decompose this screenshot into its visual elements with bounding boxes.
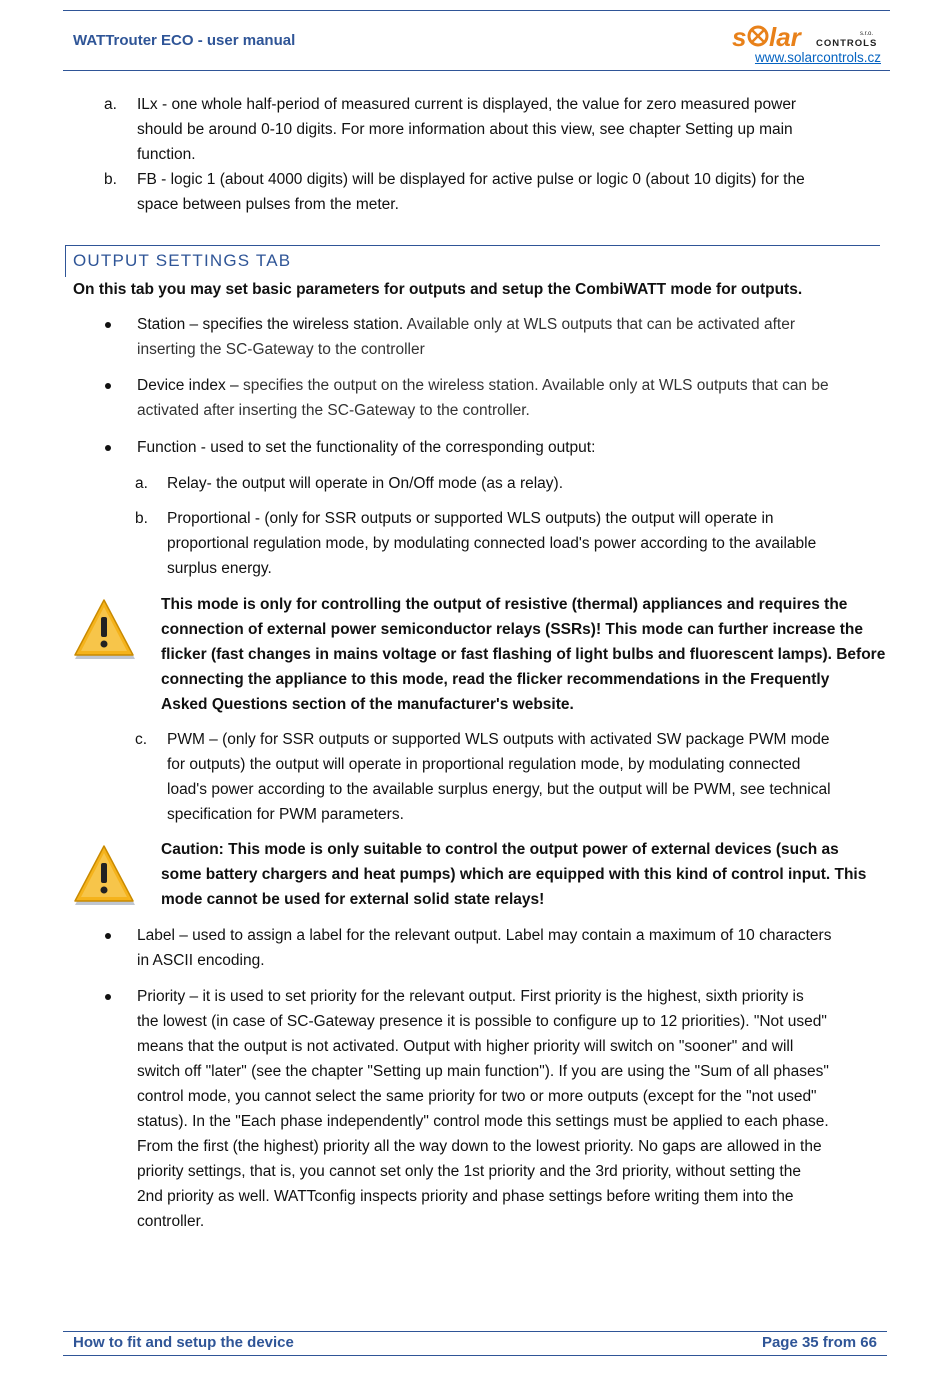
list-label: a. (135, 475, 148, 492)
function-proportional: Proportional - (only for SSR outputs or supported WLS outputs) the output will operate in proportional regulation mode, by modulating connected load's power according to the available surplus energy. (167, 510, 817, 577)
function-pwm: PWM – (only for SSR outputs or supported WLS outputs with activated SW package PWM mode for outputs) the output will operate in proportional regulation mode, by modulating connected load's power according to the available surplus energy, but the output will be PWM, see technical specification for PWM parameters. (167, 731, 831, 823)
section-lead: On this tab you may set basic parameters for outputs and setup the CombiWATT mode for outputs. (73, 281, 803, 298)
section-heading: OUTPUT SETTINGS TAB (73, 251, 292, 270)
list-item-text: ILx - one whole half-period of measured current is displayed, the value for zero measured power should be around 0-10 digits. For more information about this view, see chapter Setting up main function. (137, 96, 797, 163)
list-item-text: FB - logic 1 (about 4000 digits) will be displayed for active pulse or logic 0 (about 10 digits) for the space between pulses from the meter. (137, 171, 805, 213)
list-label: a. (104, 96, 117, 113)
logo-subtext: CONTROLS (816, 38, 878, 49)
document-title: WATTrouter ECO - user manual (73, 32, 296, 49)
bullet-icon (105, 994, 111, 1000)
svg-text:s: s (732, 22, 747, 50)
bullet-station: Station – specifies the wireless station. Available only at WLS outputs that can be activated after inserting the SC-Gateway to the controller (137, 316, 795, 358)
bullet-icon (105, 322, 111, 328)
bullet-device-index: Device index – specifies the output on the wireless station. Available only at WLS outputs that can be activated after inserting the SC-Gateway to the controller. (137, 377, 829, 419)
footer-rule-top (63, 1331, 887, 1332)
warning-text-proportional: This mode is only for controlling the output of resistive (thermal) appliances and requires the connection of external power semiconductor relays (SSRs)! This mode can further increase the flicker (fast changes in mains voltage or fast flashing of light bulbs and fluorescent lamps). Before connecting the appliance to this mode, read the flicker recommendations in the Frequently Asked Questions section of the manufacturer's website. (161, 596, 886, 713)
function-relay: Relay- the output will operate in On/Off mode (as a relay). (167, 475, 564, 492)
bullet-priority: Priority – it is used to set priority for the relevant output. First priority is the highest, sixth priority is the lowest (in case of SC-Gateway presence it is possible to configure up to 12 priorities). "Not used" means that the output is not activated. Output with higher priority will switch on "sooner" and will switch off "later" (see the chapter "Setting up main function"). If you are using the "Sum of all phases" control mode, you cannot select the same priority for two or more outputs (except for the "not used" status). In the "Each phase independently" control mode this settings must be applied to each phase. From the first (the highest) priority all the way down to the lowest priority. No gaps are allowed in the priority settings, that is, you cannot set only the 1st priority and the 3rd priority, without setting the 2nd priority as well. WATTconfig inspects priority and phase settings before writing them into the controller. (137, 988, 829, 1230)
header-rule-bottom (63, 70, 890, 71)
warning-text-pwm: Caution: This mode is only suitable to control the output power of external devices (such as some battery chargers and heat pumps) which are equipped with this kind of control input. This mode cannot be used for external solid state relays! (161, 841, 867, 908)
footer-chapter: How to fit and setup the device (73, 1334, 294, 1351)
footer-rule-bottom (63, 1355, 887, 1356)
header-rule-top (63, 10, 890, 11)
bullet-label: Label – used to assign a label for the relevant output. Label may contain a maximum of 10 characters in ASCII encoding. (137, 927, 832, 969)
warning-triangle-icon (70, 843, 138, 907)
logo-sro: s.r.o. (860, 31, 874, 37)
svg-text:lar: lar (769, 22, 801, 50)
warning-triangle-icon (70, 597, 138, 661)
list-label: b. (104, 171, 117, 188)
bullet-icon (105, 933, 111, 939)
list-label: b. (135, 510, 148, 527)
website-link[interactable]: www.solarcontrols.cz (754, 50, 881, 65)
list-label: c. (135, 731, 148, 748)
bullet-function: Function - used to set the functionality of the corresponding output: (137, 439, 596, 456)
bullet-icon (105, 445, 111, 451)
footer-page-number: Page 35 from 66 (761, 1334, 877, 1351)
solarcontrols-logo (730, 22, 882, 50)
bullet-icon (105, 383, 111, 389)
